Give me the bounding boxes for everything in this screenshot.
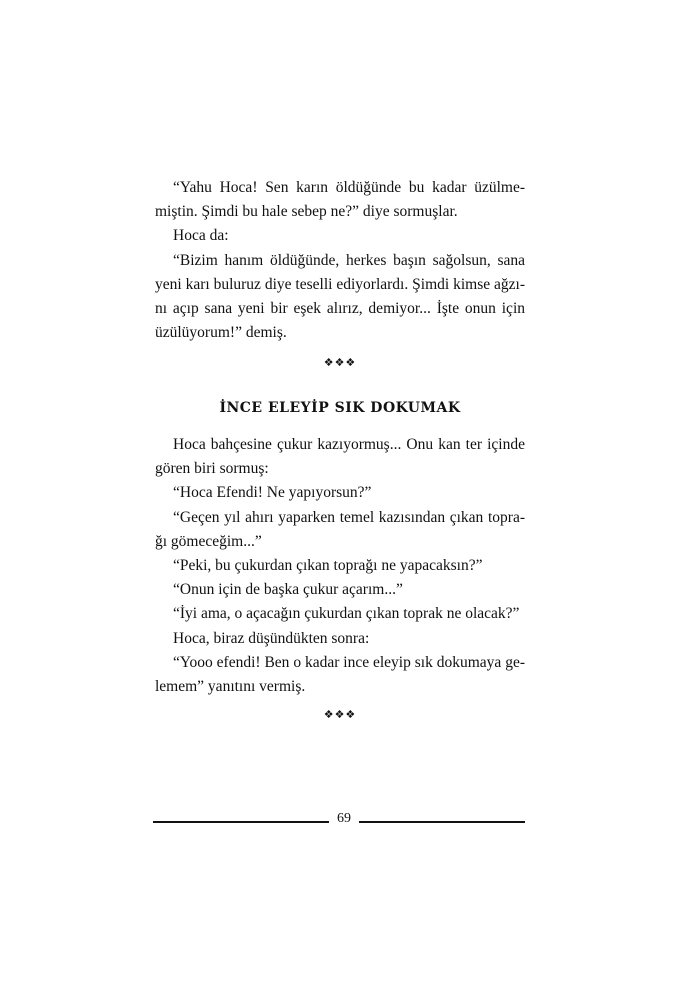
- story-continuation: [155, 176, 525, 345]
- paragraph: [155, 249, 525, 346]
- paragraph: [155, 176, 525, 224]
- text-line: Hoca bahçesine çukur kazıyormuş... Onu kan ter içinde: [173, 436, 525, 453]
- text-line: Hoca da:: [173, 227, 229, 245]
- text-line: Hoca, biraz düşündükten sonra:: [173, 629, 370, 647]
- text-line: “Yooo efendi! Ben o kadar ince eleyip sık dokumaya ge-: [173, 653, 525, 671]
- text-line: gören biri sormuş:: [155, 460, 269, 478]
- paragraph: [155, 224, 525, 248]
- text-line: “Yahu Hoca! Sen karın öldüğünde bu kadar üzülme-: [173, 179, 525, 196]
- text-line: miştin. Şimdi bu hale sebep ne?” diye sormuşlar.: [155, 203, 458, 221]
- paragraph: [155, 506, 525, 554]
- footer-rule-left: [153, 821, 329, 823]
- text-line: üzülüyorum!” demiş.: [155, 324, 287, 342]
- section-divider-ornament: ❖❖❖: [323, 356, 357, 369]
- text-line: nı açıp sana yeni bir eşek alırız, demiyor... İşte onun için: [155, 300, 525, 318]
- paragraph: [155, 554, 525, 578]
- text-line: “Geçen yıl ahırı yaparken temel kazısından çıkan topra-: [173, 508, 525, 526]
- text-line: “Peki, bu çukurdan çıkan toprağı ne yapacaksın?”: [173, 557, 483, 575]
- paragraph: [155, 481, 525, 505]
- paragraph: [155, 602, 525, 626]
- page-footer: [153, 810, 525, 832]
- paragraph: [155, 651, 525, 699]
- text-line: lemem” yanıtını vermiş.: [155, 678, 306, 696]
- story-title: İNCE ELEYİP SIK DOKUMAK: [219, 400, 461, 416]
- text-line: “Hoca Efendi! Ne yapıyorsun?”: [173, 484, 372, 502]
- footer-rule-right: [359, 821, 525, 823]
- paragraph: [155, 433, 525, 481]
- text-line: ğı gömeceğim...”: [155, 532, 262, 550]
- text-line: “Onun için de başka çukur açarım...”: [173, 581, 403, 599]
- text-line: “İyi ama, o açacağın çukurdan çıkan toprak ne olacak?”: [173, 605, 520, 623]
- story-body: [155, 433, 525, 699]
- page-number: 69: [337, 811, 351, 826]
- text-line: yeni karı buluruz diye teselli ediyorlardı. Şimdi kimse ağzı-: [155, 275, 525, 293]
- paragraph: [155, 627, 525, 651]
- paragraph: [155, 578, 525, 602]
- section-divider-ornament: ❖❖❖: [323, 708, 357, 721]
- text-line: “Bizim hanım öldüğünde, herkes başın sağolsun, sana: [173, 251, 525, 269]
